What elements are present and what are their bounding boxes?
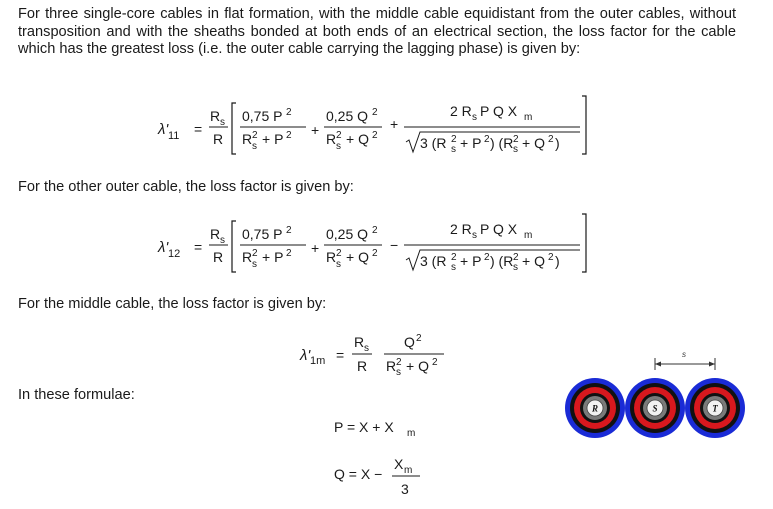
- svg-text:s: s: [220, 117, 225, 128]
- svg-text:+ P: + P: [262, 249, 284, 265]
- svg-text:2: 2: [286, 130, 292, 141]
- svg-text:Q: Q: [404, 334, 415, 350]
- cable-formation-diagram: [560, 346, 760, 446]
- svg-text:s: s: [252, 141, 257, 152]
- q-def-text: Q = X −: [334, 466, 383, 482]
- svg-text:2: 2: [396, 357, 402, 368]
- spacing-dimension: [655, 350, 715, 370]
- cable-label: T: [712, 403, 718, 414]
- eq2-subscript: 12: [168, 248, 181, 260]
- svg-text:s: s: [472, 112, 477, 123]
- svg-text:s: s: [396, 367, 401, 378]
- svg-text:) (R: ) (R: [490, 253, 514, 269]
- q-numerator-subscript: m: [404, 465, 413, 476]
- formulae-label: In these formulae:: [18, 387, 135, 403]
- intro-paragraph: For three single-core cables in flat formation, with the middle cable equidistant from the outer cables, without transposition and with the sheaths bonded at both ends of an electrical section, the loss factor for the cable which has the greatest loss (i.e. the outer cable carrying the lagging phase) is given by:: [18, 6, 736, 57]
- svg-text:R: R: [326, 131, 337, 147]
- svg-text:+: +: [311, 240, 320, 256]
- svg-text:2: 2: [336, 248, 342, 259]
- svg-text:+ Q: + Q: [522, 135, 545, 151]
- svg-text:+ Q: + Q: [346, 131, 369, 147]
- svg-text:R: R: [213, 249, 224, 265]
- svg-text:0,75 P: 0,75 P: [242, 226, 283, 242]
- svg-text:+ P: + P: [262, 131, 284, 147]
- svg-text:m: m: [524, 230, 533, 241]
- eq1-subscript: 11: [168, 130, 180, 142]
- svg-text:2 R: 2 R: [450, 221, 472, 237]
- svg-text:s: s: [451, 262, 456, 273]
- svg-text:R: R: [386, 358, 397, 374]
- cable-s: [625, 378, 685, 438]
- svg-text:s: s: [336, 259, 341, 270]
- svg-text:2: 2: [432, 357, 438, 368]
- svg-text:P Q X: P Q X: [480, 103, 518, 119]
- svg-text:R: R: [210, 226, 221, 242]
- svg-text:2: 2: [286, 225, 292, 236]
- svg-text:+ P: + P: [460, 135, 482, 151]
- equation-outer-lagging: [150, 92, 610, 162]
- eq2-sign: −: [390, 237, 399, 253]
- svg-text:2: 2: [372, 107, 378, 118]
- svg-text:2: 2: [372, 248, 378, 259]
- svg-text:R: R: [213, 131, 224, 147]
- eq3-subscript: 1m: [310, 355, 326, 367]
- svg-text:2: 2: [252, 248, 258, 259]
- svg-text:P Q X: P Q X: [480, 221, 518, 237]
- svg-text:R: R: [357, 358, 368, 374]
- q-numerator: X: [394, 456, 404, 472]
- cable-label: S: [652, 403, 658, 414]
- svg-text:+ P: + P: [460, 253, 482, 269]
- svg-text:+ Q: + Q: [346, 249, 369, 265]
- eq1-sign: +: [390, 116, 399, 132]
- svg-text:0,25 Q: 0,25 Q: [326, 108, 369, 124]
- svg-text:2: 2: [416, 333, 422, 344]
- svg-text:2: 2: [336, 130, 342, 141]
- svg-text:m: m: [524, 112, 533, 123]
- svg-text:s: s: [513, 262, 518, 273]
- svg-text:=: =: [194, 239, 203, 255]
- svg-text:3 (R: 3 (R: [420, 135, 447, 151]
- eq2-lambda: λ': [158, 239, 169, 256]
- svg-text:2: 2: [286, 248, 292, 259]
- cable-r: [565, 378, 625, 438]
- svg-text:2: 2: [513, 134, 519, 145]
- svg-text:s: s: [513, 144, 518, 155]
- spacing-label: s: [682, 350, 686, 359]
- eq1-lambda: λ': [158, 121, 169, 138]
- svg-text:2: 2: [451, 134, 457, 145]
- svg-text:s: s: [336, 141, 341, 152]
- svg-text:s: s: [472, 230, 477, 241]
- svg-text:): ): [555, 253, 560, 269]
- svg-text:2: 2: [548, 134, 554, 145]
- cable-t: [685, 378, 745, 438]
- svg-text:+ Q: + Q: [406, 358, 429, 374]
- svg-text:R: R: [242, 131, 253, 147]
- svg-text:) (R: ) (R: [490, 135, 514, 151]
- q-denominator: 3: [401, 481, 409, 497]
- svg-text:0,25 Q: 0,25 Q: [326, 226, 369, 242]
- svg-text:): ): [555, 135, 560, 151]
- svg-text:s: s: [220, 235, 225, 246]
- cable-label: R: [591, 403, 599, 414]
- svg-text:s: s: [451, 144, 456, 155]
- svg-text:=: =: [194, 121, 203, 137]
- svg-text:2: 2: [513, 252, 519, 263]
- eq3-lambda: λ': [300, 347, 311, 364]
- p-def-subscript: m: [407, 428, 416, 439]
- svg-text:+ Q: + Q: [522, 253, 545, 269]
- svg-text:0,75 P: 0,75 P: [242, 108, 283, 124]
- svg-text:R: R: [210, 108, 221, 124]
- svg-text:2: 2: [252, 130, 258, 141]
- svg-text:R: R: [326, 249, 337, 265]
- equation-middle: [296, 330, 466, 386]
- svg-text:s: s: [364, 343, 369, 354]
- svg-text:=: =: [336, 347, 345, 363]
- svg-text:s: s: [252, 259, 257, 270]
- other-outer-label: For the other outer cable, the loss factor is given by:: [18, 179, 354, 195]
- svg-text:R: R: [242, 249, 253, 265]
- equation-other-outer: [150, 210, 610, 280]
- equation-p-definition: [330, 414, 440, 442]
- svg-text:2: 2: [372, 225, 378, 236]
- equation-q-definition: [330, 452, 450, 506]
- svg-text:R: R: [354, 334, 365, 350]
- svg-text:2: 2: [484, 252, 490, 263]
- p-def-text: P = X + X: [334, 419, 394, 435]
- svg-text:2: 2: [286, 107, 292, 118]
- svg-text:3 (R: 3 (R: [420, 253, 447, 269]
- svg-text:2: 2: [372, 130, 378, 141]
- svg-text:+: +: [311, 122, 320, 138]
- middle-cable-label: For the middle cable, the loss factor is given by:: [18, 296, 327, 312]
- svg-text:2: 2: [548, 252, 554, 263]
- svg-text:2: 2: [451, 252, 457, 263]
- svg-text:2 R: 2 R: [450, 103, 472, 119]
- svg-text:2: 2: [484, 134, 490, 145]
